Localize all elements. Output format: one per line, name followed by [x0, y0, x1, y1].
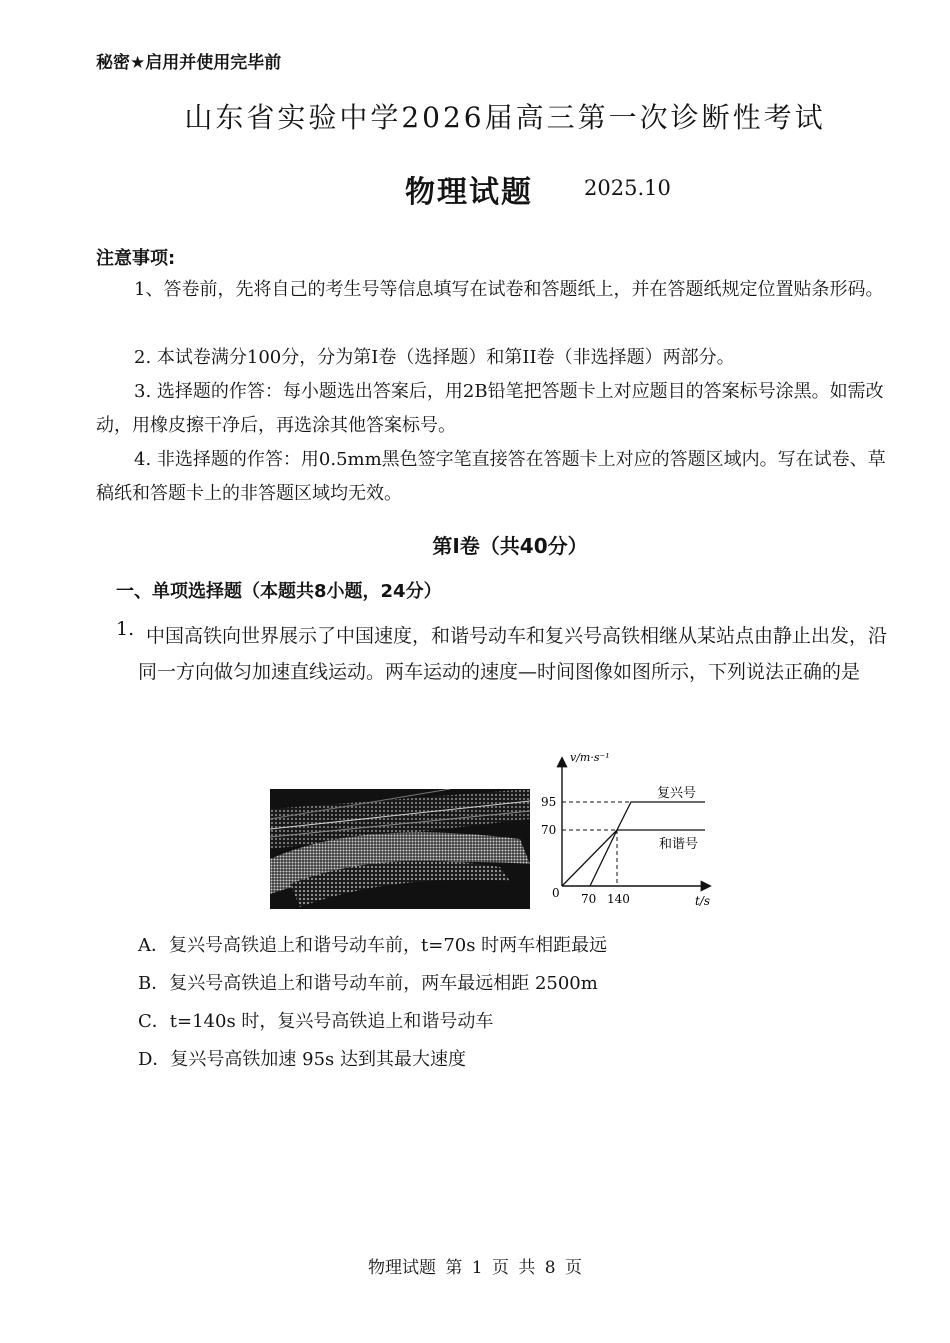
series-label-hexie: 和谐号: [659, 837, 699, 852]
x-tick-140: 140: [607, 892, 630, 906]
notice-heading: 注意事项:: [96, 248, 176, 269]
velocity-time-graph: [537, 745, 717, 915]
notice-item-2: 2. 本试卷满分100分，分为第I卷（选择题）和第II卷（非选择题）两部分。: [134, 347, 735, 368]
exam-title: 山东省实验中学2026届高三第一次诊断性考试: [184, 101, 826, 134]
y-tick-95: 95: [541, 795, 557, 809]
x-tick-70: 70: [581, 892, 597, 906]
page-footer: 物理试题 第 1 页 共 8 页: [367, 1258, 583, 1278]
question-number: 1.: [116, 618, 135, 640]
question-stem: 中国高铁向世界展示了中国速度，和谐号动车和复兴号高铁相继从某站点由静止出发，沿同一方向做匀加速直线运动。两车运动的速度—时间图像如图所示，下列说法正确的是: [138, 625, 888, 683]
option-d: D．复兴号高铁加速 95s 达到其最大速度: [138, 1049, 467, 1070]
option-c: C．t=140s 时，复兴号高铁追上和谐号动车: [138, 1011, 494, 1032]
section-heading: 一、单项选择题（本题共8小题，24分）: [116, 581, 442, 602]
notice-item-3: 3. 选择题的作答：每小题选出答案后，用2B铅笔把答题卡上对应题目的答案标号涂黑。如需改动，用橡皮擦干净后，再选涂其他答案标号。: [96, 381, 884, 436]
exam-date: 2025.10: [584, 176, 671, 200]
y-tick-70: 70: [541, 823, 557, 837]
train-photo: [270, 789, 530, 909]
subject-title: 物理试题: [405, 175, 533, 210]
option-a: A．复兴号高铁追上和谐号动车前，t=70s 时两车相距最远: [138, 935, 608, 956]
part-heading: 第I卷（共40分）: [432, 534, 588, 558]
y-axis-label: v/m·s⁻¹: [570, 751, 610, 764]
series-label-fuxing: 复兴号: [657, 786, 697, 801]
option-b: B．复兴号高铁追上和谐号动车前，两车最远相距 2500m: [138, 973, 598, 994]
notice-item-4: 4. 非选择题的作答：用0.5mm黑色签字笔直接答在答题卡上对应的答题区域内。写在试卷、草稿纸和答题卡上的非答题区域均无效。: [96, 449, 886, 504]
confidential-label: 秘密★启用并使用完毕前: [96, 53, 282, 73]
notice-item-1: 1、答卷前，先将自己的考生号等信息填写在试卷和答题纸上，并在答题纸规定位置贴条形码。: [134, 279, 884, 300]
x-axis-label: t/s: [695, 894, 711, 908]
origin-label: 0: [552, 886, 560, 900]
